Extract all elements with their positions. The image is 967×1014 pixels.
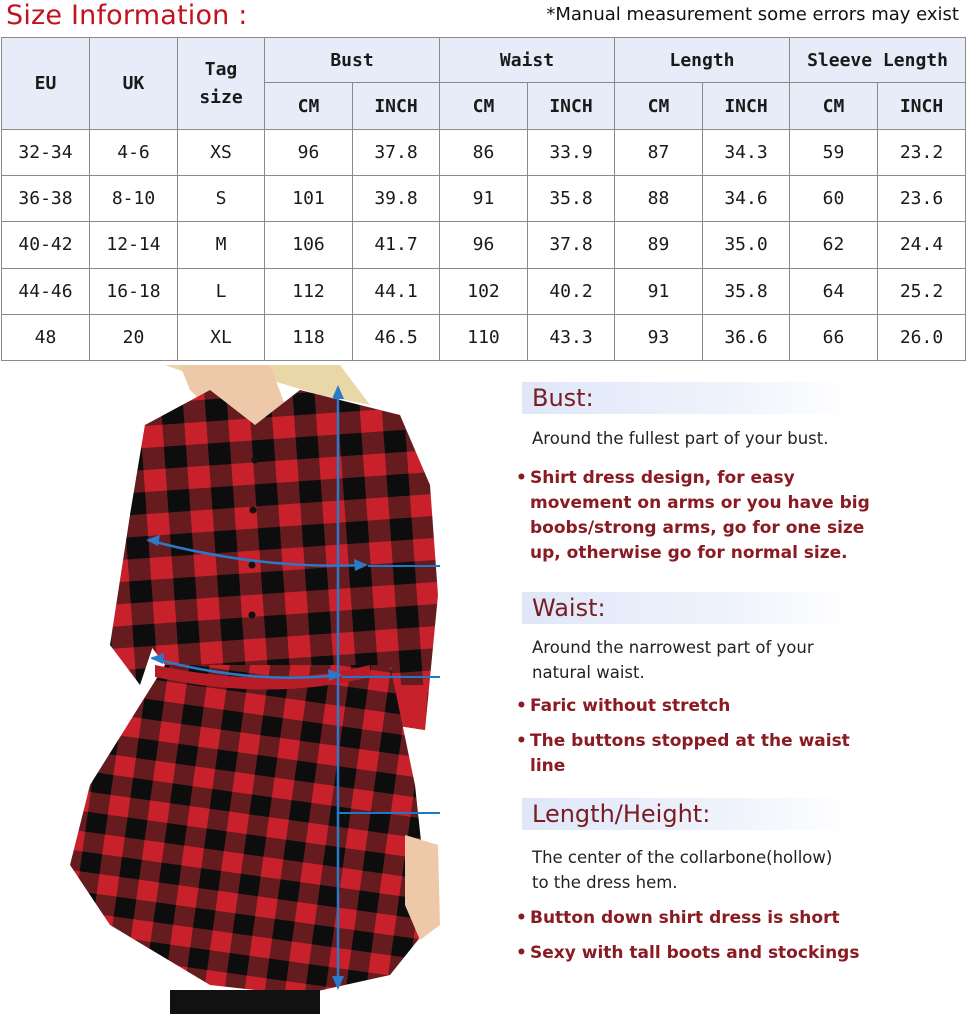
table-cell: 44-46	[2, 268, 90, 314]
table-cell: 91	[615, 268, 703, 314]
unit-header: CM	[790, 83, 878, 130]
legs	[170, 990, 320, 1014]
dress-illustration	[70, 365, 440, 1014]
table-cell: 43.3	[528, 314, 615, 360]
table-cell: 34.3	[703, 130, 790, 176]
unit-header: INCH	[703, 83, 790, 130]
table-cell: 91	[440, 176, 528, 222]
table-cell: 36-38	[2, 176, 90, 222]
table-cell: 64	[790, 268, 878, 314]
table-cell: 35.0	[703, 222, 790, 268]
button	[249, 562, 256, 569]
bullet-dot-icon: •	[516, 468, 527, 488]
waist-heading: Waist:	[522, 592, 852, 624]
table-cell: 33.9	[528, 130, 615, 176]
unit-header: CM	[265, 83, 353, 130]
button	[252, 457, 259, 464]
waist-bullet-1	[516, 694, 896, 719]
bust-description: Around the fullest part of your bust.	[532, 429, 829, 448]
length-bullet-text: Sexy with tall boots and stockings	[530, 943, 860, 963]
table-cell: S	[178, 176, 265, 222]
length-description: The center of the collarbone(hollow) to the dress hem.	[532, 848, 833, 892]
table-cell: 48	[2, 314, 90, 360]
table-cell: 96	[440, 222, 528, 268]
table-cell: 93	[615, 314, 703, 360]
table-cell: 88	[615, 176, 703, 222]
waist-bullet-text: Faric without stretch	[530, 696, 731, 716]
table-row	[2, 268, 966, 314]
unit-header: INCH	[878, 83, 966, 130]
table-cell: 12-14	[90, 222, 178, 268]
table-cell: XS	[178, 130, 265, 176]
table-cell: 41.7	[353, 222, 440, 268]
bust-heading: Bust:	[522, 382, 852, 414]
table-row	[2, 222, 966, 268]
table-cell: XL	[178, 314, 265, 360]
table-cell: 37.8	[353, 130, 440, 176]
table-cell: 40-42	[2, 222, 90, 268]
bullet-dot-icon: •	[516, 731, 527, 751]
length-bullet-1	[516, 906, 896, 931]
unit-header: CM	[440, 83, 528, 130]
waist-bullet-text: The buttons stopped at the waist line	[530, 731, 850, 776]
table-cell: 59	[790, 130, 878, 176]
table-cell: 35.8	[703, 268, 790, 314]
length-group-header: Length	[615, 38, 790, 83]
table-cell: 110	[440, 314, 528, 360]
table-cell: 96	[265, 130, 353, 176]
table-cell: 66	[790, 314, 878, 360]
size-chart-table	[1, 37, 966, 361]
bullet-dot-icon: •	[516, 943, 527, 963]
bullet-dot-icon: •	[516, 908, 527, 928]
table-cell: 37.8	[528, 222, 615, 268]
page-title: Size Information :	[6, 0, 248, 31]
table-cell: 4-6	[90, 130, 178, 176]
bust-bullet	[516, 466, 896, 566]
unit-header: INCH	[528, 83, 615, 130]
table-cell: 32-34	[2, 130, 90, 176]
skirt-shape	[70, 665, 430, 995]
measurement-note: *Manual measurement some errors may exist	[546, 4, 959, 25]
bust-group-header: Bust	[265, 38, 440, 83]
table-cell: 44.1	[353, 268, 440, 314]
table-cell: 40.2	[528, 268, 615, 314]
table-cell: L	[178, 268, 265, 314]
button	[250, 507, 257, 514]
col-eu-header: EU	[2, 38, 90, 130]
table-cell: 87	[615, 130, 703, 176]
col-tag-size-header: Tag size	[178, 38, 265, 130]
button	[249, 612, 256, 619]
table-cell: 23.6	[878, 176, 966, 222]
table-cell: 20	[90, 314, 178, 360]
waist-group-header: Waist	[440, 38, 615, 83]
table-cell: M	[178, 222, 265, 268]
col-uk-header: UK	[90, 38, 178, 130]
table-cell: 102	[440, 268, 528, 314]
length-bullet-text: Button down shirt dress is short	[530, 908, 840, 928]
waist-arrow-left-head	[150, 653, 164, 664]
table-cell: 26.0	[878, 314, 966, 360]
table-row	[2, 314, 966, 360]
waist-bullet-2	[516, 729, 896, 779]
table-cell: 60	[790, 176, 878, 222]
unit-header: INCH	[353, 83, 440, 130]
table-cell: 8-10	[90, 176, 178, 222]
table-cell: 34.6	[703, 176, 790, 222]
table-cell: 24.4	[878, 222, 966, 268]
length-bullet-2	[516, 941, 896, 966]
bodice-shape	[130, 390, 415, 685]
waist-description: Around the narrowest part of your natural waist.	[532, 638, 814, 682]
table-cell: 62	[790, 222, 878, 268]
table-cell: 16-18	[90, 268, 178, 314]
table-cell: 25.2	[878, 268, 966, 314]
sleeve-length-group-header: Sleeve Length	[790, 38, 966, 83]
table-cell: 106	[265, 222, 353, 268]
table-cell: 112	[265, 268, 353, 314]
table-cell: 23.2	[878, 130, 966, 176]
table-cell: 36.6	[703, 314, 790, 360]
table-cell: 101	[265, 176, 353, 222]
table-row	[2, 130, 966, 176]
table-cell: 118	[265, 314, 353, 360]
table-row	[2, 176, 966, 222]
table-cell: 39.8	[353, 176, 440, 222]
bust-bullet-text: Shirt dress design, for easy movement on arms or you have big boobs/strong arms, go for one size up, otherwise go for normal size.	[530, 468, 870, 563]
table-cell: 46.5	[353, 314, 440, 360]
unit-header: CM	[615, 83, 703, 130]
table-cell: 86	[440, 130, 528, 176]
length-heading: Length/Height:	[522, 798, 852, 830]
table-cell: 35.8	[528, 176, 615, 222]
table-cell: 89	[615, 222, 703, 268]
bullet-dot-icon: •	[516, 696, 527, 716]
